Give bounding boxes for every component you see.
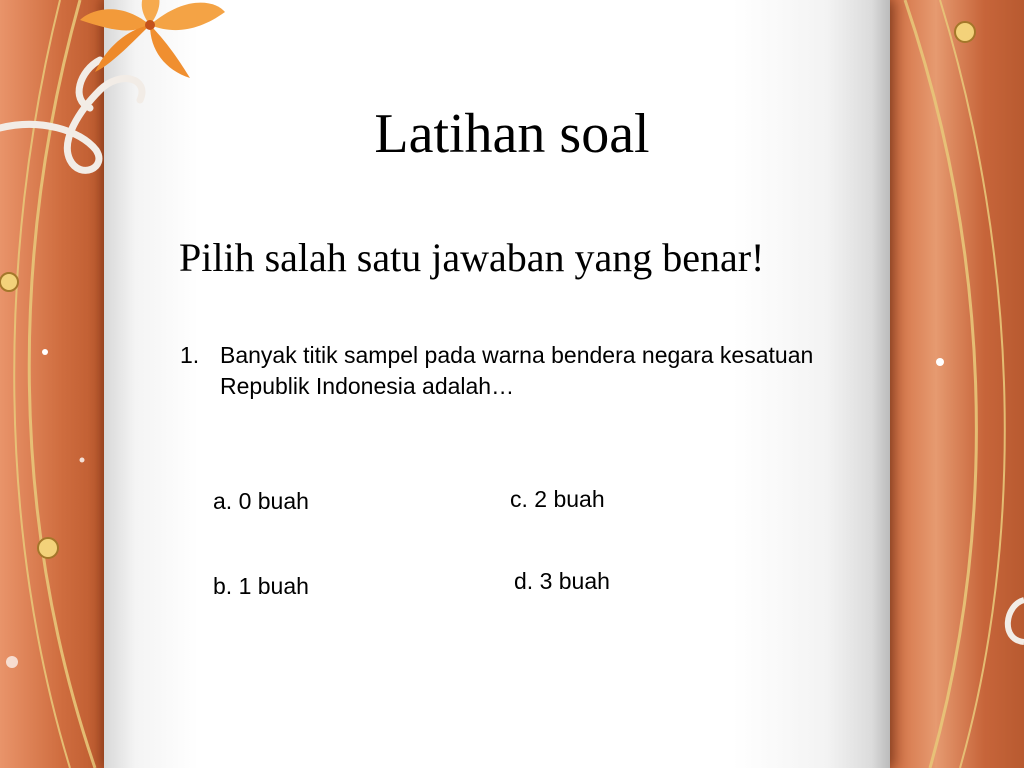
question-number: 1. [180,342,200,368]
slide-title: Latihan soal [374,103,650,165]
answer-option-d: d. 3 buah [514,568,610,594]
answer-option-c: c. 2 buah [510,486,605,512]
answer-option-a: a. 0 buah [213,488,309,514]
slide-instruction: Pilih salah satu jawaban yang benar! [179,235,765,280]
answer-option-b: b. 1 buah [213,573,309,599]
orange-lily-icon [80,0,225,78]
question-text: Banyak titik sampel pada warna bendera negara kesatuan Republik Indonesia adalah… [220,342,814,399]
question-item [180,340,820,402]
silver-ribbon-right-icon [1008,600,1024,642]
